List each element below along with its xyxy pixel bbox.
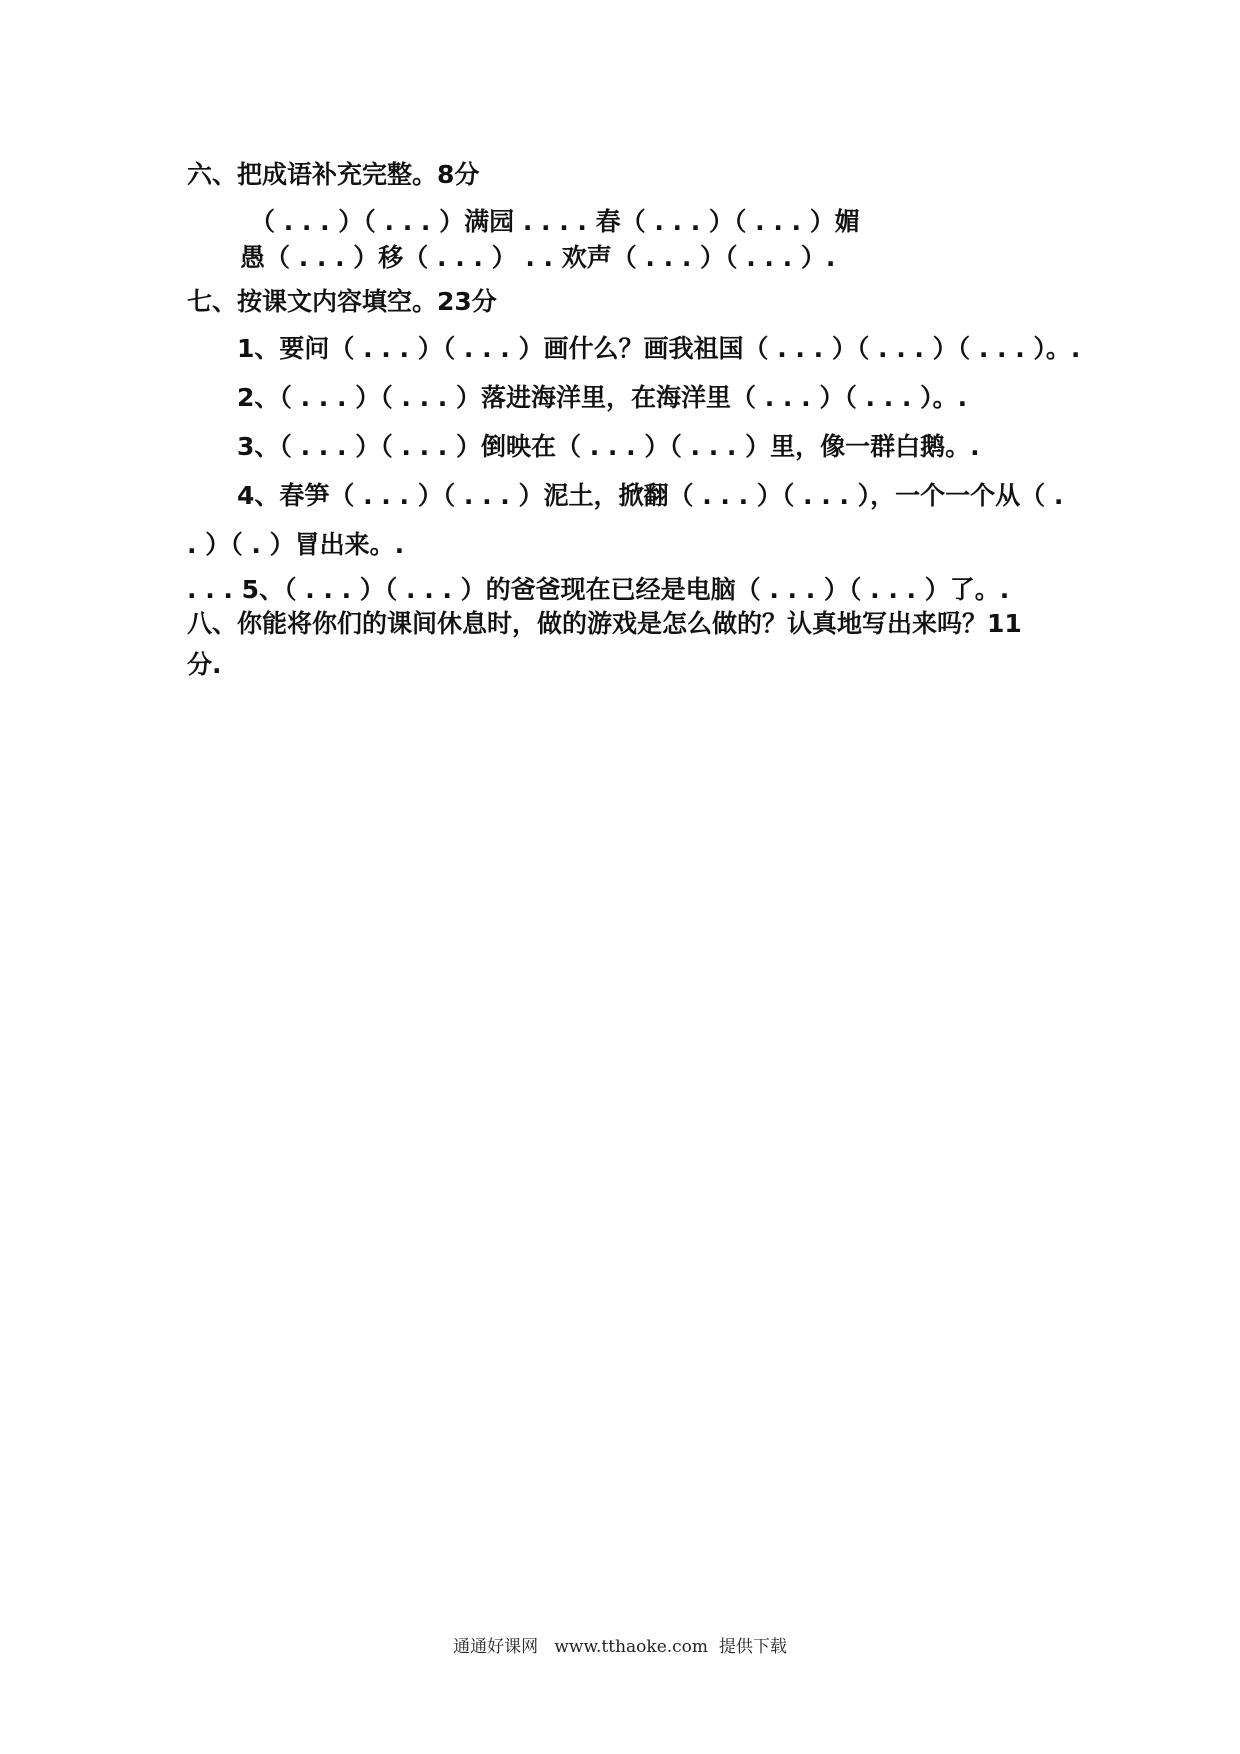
section-8-title-continued: 分. [187,650,222,679]
question-4-line-1: 4、春笋（ . . . ）（ . . . ）泥土，掀翻（ . . . ）（ . . . ），一个一个从（ . [237,481,1064,510]
question-4-line-2: . ）（ . ）冒出来。. [187,530,405,559]
question-2: 2、（ . . . ）（ . . . ）落进海洋里，在海洋里（ . . . ）（ . . . ）。. [237,383,968,412]
question-5: . . . 5、（ . . . ）（ . . . ）的爸爸现在已经是电脑（ . . . ）（ . . . ）了。. [187,575,1010,604]
section-6-title: 六、把成语补充完整。8分 [187,160,480,189]
section-7-title: 七、按课文内容填空。23分 [187,287,497,316]
question-1: 1、要问（ . . . ）（ . . . ）画什么？画我祖国（ . . . ）（ . . . ）（ . . . ）。. [237,334,1081,363]
page-footer: 通通好课网 www.tthaoke.com 提供下载 [453,1637,787,1657]
idiom-row-2: 愚（ . . . ）移（ . . . ） . . 欢声（ . . . ）（ . . . ）. [240,243,836,272]
section-8-title: 八、你能将你们的课间休息时，做的游戏是怎么做的？认真地写出来吗？11 [187,609,1022,638]
idiom-row-1: （ . . . ）（ . . . ）满园 . . . . 春（ . . . ）（ . . . ）媚 [250,207,860,236]
question-3: 3、（ . . . ）（ . . . ）倒映在（ . . . ）（ . . . ）里，像一群白鹅。. [237,432,980,461]
